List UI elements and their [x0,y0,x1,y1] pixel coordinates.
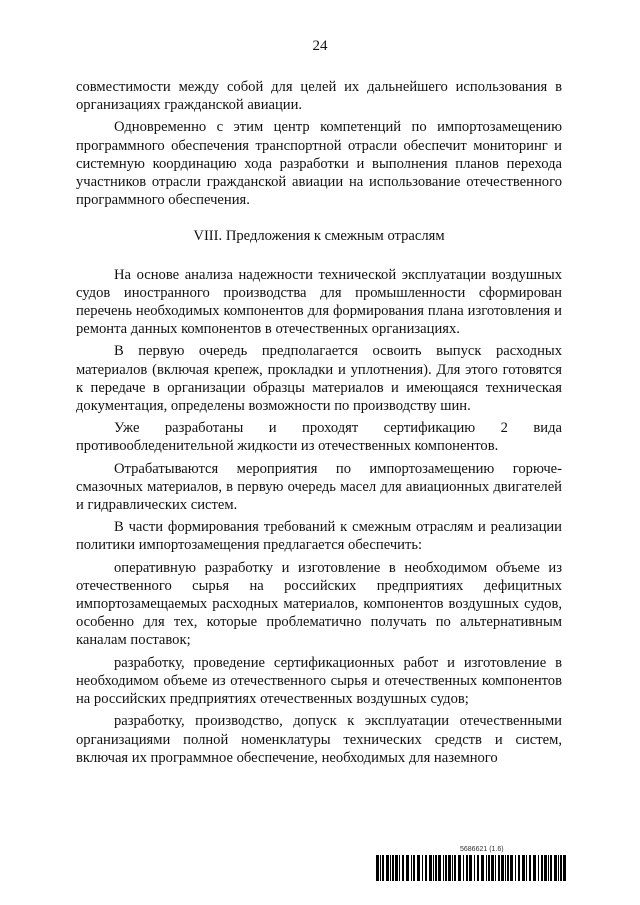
paragraph: Одновременно с этим центр компетенций по импортозамещению программного обеспечения транспортной отрасли обеспечит мониторинг и системную координацию хода разработки и выполнения планов перехода участников отрасли гражданской авиации на использование отечественного программного обеспечения. [76,119,562,209]
paragraph: Уже разработаны и проходят сертификацию 2 вида противообледенительной жидкости из отечественных компонентов. [76,420,562,455]
paragraph: Отрабатываются мероприятия по импортозамещению горюче-смазочных материалов, в первую очередь масел для авиационных двигателей и гидравлических систем. [76,460,562,514]
document-body [76,78,562,771]
barcode-icon [376,855,568,881]
section-heading: VIII. Предложения к смежным отраслям [193,228,445,245]
paragraph: разработку, проведение сертификационных работ и изготовление в необходимом объеме из отечественного сырья и отечественных компонентов на российских предприятиях отечественных воздушных судов; [76,654,562,708]
document-code: 5686621 (1.6) [460,846,504,853]
paragraph: разработку, производство, допуск к эксплуатации отечественными организациями полной номенклатуры технических средств и систем, включая их программное обеспечение, необходимых для наземного [76,713,562,766]
paragraph: В первую очередь предполагается освоить выпуск расходных материалов (включая крепеж, прокладки и уплотнения). Для этого готовятся к передаче в организации образцы материалов и имеющаяся техническая документация, определены возможности по производству шин. [76,343,562,415]
paragraph: В части формирования требований к смежным отраслям и реализации политики импортозамещения предлагается обеспечить: [76,519,562,554]
page-number: 24 [312,38,328,54]
paragraph: совместимости между собой для целей их дальнейшего использования в организациях гражданской авиации. [76,79,562,114]
paragraph: оперативную разработку и изготовление в необходимом объеме из отечественного сырья на российских предприятиях дефицитных импортозамещаемых расходных материалов, компонентов воздушных судов, особенно для тех, которые проблематично получать по альтернативным каналам поставок; [76,559,562,649]
paragraph: На основе анализа надежности технической эксплуатации воздушных судов иностранного производства для промышленности сформирован перечень необходимых компонентов для формирования плана изготовления и ремонта данных компонентов в отечественных организациях. [76,266,562,338]
